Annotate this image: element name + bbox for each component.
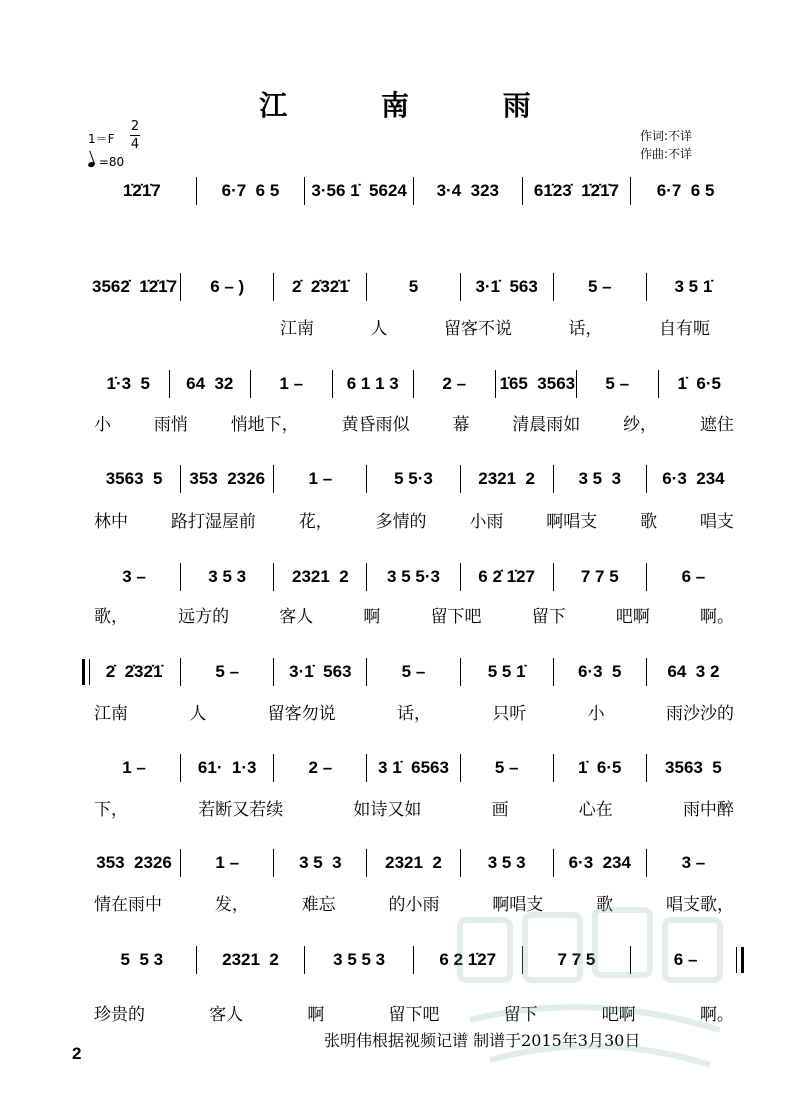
measure: 3·1̇ 563 — [461, 273, 554, 301]
lyric-phrase: 纱， — [623, 414, 658, 435]
lyric-phrase: 客人 — [279, 606, 314, 627]
measure: 5 5·3 — [367, 465, 460, 493]
lyrics-row — [94, 699, 734, 723]
notes-row — [88, 272, 740, 302]
measure: 1̇ 6·5 — [677, 374, 721, 393]
lyric-phrase: 的小雨 — [388, 894, 440, 915]
watermark-logo — [450, 890, 740, 1090]
measure: 6 – — [673, 950, 698, 969]
measure: 64 3 2 — [667, 662, 720, 681]
measure: 2̇ 2̇32̇1̇ — [88, 658, 181, 686]
measure: 6 – ) — [181, 273, 274, 301]
measure: 3562̇ 1̇2̇1̇7 — [88, 273, 181, 301]
lyric-phrase: 留客勿说 — [267, 703, 336, 724]
measure: 2 – — [414, 370, 496, 398]
lyric-phrase: 歌 — [596, 894, 614, 915]
lyric-phrase: 人 — [370, 318, 388, 339]
lyric-phrase: 留下 — [503, 1004, 538, 1025]
measure: 6 – — [681, 567, 706, 586]
measure: 5 – — [461, 754, 554, 782]
lyric-phrase: 人 — [189, 703, 207, 724]
lyric-phrase: 发， — [214, 894, 249, 915]
notes-row — [88, 176, 740, 206]
measure: 6·3 234 — [662, 469, 725, 488]
lyric-phrase: 心在 — [578, 799, 613, 820]
tempo-marking — [88, 155, 124, 169]
measure: 353 2326 — [181, 465, 274, 493]
lyric-phrase: 难忘 — [301, 894, 336, 915]
lyric-phrase: 花， — [298, 511, 333, 532]
measure: 5 – — [577, 370, 659, 398]
time-signature — [130, 118, 140, 153]
time-sig-top: 2 — [130, 119, 140, 134]
lyric-phrase: 路打湿屋前 — [170, 511, 256, 532]
key-signature: 1＝F — [88, 132, 115, 146]
measure: 5 5 3 — [88, 946, 197, 974]
page-number: 2 — [72, 1044, 82, 1063]
lyric-phrase: 下， — [94, 799, 128, 820]
transcription-credit: 张明伟根据视频记谱 制谱于2015年3月30日 — [324, 1031, 641, 1050]
measure: 3·56 1̇ 5624 — [305, 177, 414, 205]
notes-row — [88, 657, 740, 687]
lyrics-row — [94, 602, 734, 626]
lyrics-row — [94, 507, 734, 531]
lyric-phrase: 雨沙沙的 — [665, 703, 734, 724]
lyric-phrase: 小 — [587, 703, 605, 724]
measure: 6·7 6 5 — [656, 181, 715, 200]
lyric-phrase: 客人 — [209, 1004, 244, 1025]
measure: 3 – — [681, 853, 706, 872]
measure: 2321 2 — [274, 563, 367, 591]
measure: 3 5 3 — [554, 465, 647, 493]
measure: 1 – — [181, 849, 274, 877]
measure: 61̇23̇ 1̇2̇1̇7 — [523, 177, 632, 205]
song-title: 江 南 雨 — [259, 89, 573, 122]
measure: 3 5 5 3 — [305, 946, 414, 974]
lyric-phrase: 啊 — [307, 1004, 325, 1025]
measure: 64 32 — [170, 370, 252, 398]
measure: 1 – — [274, 465, 367, 493]
composer: 作曲:不详 — [640, 147, 693, 161]
measure: 7 7 5 — [523, 946, 632, 974]
lyric-phrase: 啊唱支 — [546, 511, 598, 532]
lyric-phrase: 唱支歌， — [665, 894, 734, 915]
measure: 3563 5 — [665, 758, 722, 777]
lyric-phrase: 雨悄 — [153, 414, 188, 435]
measure: 3 5 5·3 — [367, 563, 460, 591]
lyric-phrase: 如诗又如 — [353, 799, 422, 820]
quarter-note-icon — [87, 161, 95, 168]
lyric-phrase: 清晨雨如 — [512, 414, 581, 435]
measure: 1̇ 6·5 — [554, 754, 647, 782]
lyric-phrase: 遮住 — [699, 414, 734, 435]
measure: 3·4 323 — [414, 177, 523, 205]
lyric-phrase: 雨中醉 — [682, 799, 734, 820]
measure: 5 – — [181, 658, 274, 686]
measure: 3563 5 — [88, 465, 181, 493]
lyric-phrase: 话， — [568, 318, 603, 339]
lyric-phrase: 若断又若续 — [198, 799, 284, 820]
measure: 3 5 3 — [274, 849, 367, 877]
lyric-phrase: 留下 — [531, 606, 566, 627]
notes-row — [88, 562, 740, 592]
lyric-phrase: 小雨 — [469, 511, 504, 532]
measure: 5 5 1̇ — [461, 658, 554, 686]
lyric-phrase: 小 — [94, 414, 111, 435]
measure: 7 7 5 — [554, 563, 647, 591]
lyricist: 作词:不详 — [640, 129, 693, 143]
lyric-phrase: 吧啊 — [615, 606, 650, 627]
measure: 3 – — [88, 563, 181, 591]
lyric-phrase: 多情的 — [375, 511, 427, 532]
measure: 2̇ 2̇32̇1̇ — [274, 273, 367, 301]
lyric-phrase: 啊。 — [699, 606, 734, 627]
measure: 6 1 1 3 — [333, 370, 415, 398]
lyric-phrase: 黄昏雨似 — [341, 414, 410, 435]
measure: 1̇65 3563 — [496, 370, 578, 398]
measure: 1̇·3 5 — [88, 370, 170, 398]
lyric-phrase: 歌， — [94, 606, 128, 627]
measure: 6·7 6 5 — [197, 177, 306, 205]
measure: 1 – — [251, 370, 333, 398]
measure: 6 2̇ 1̇27 — [461, 563, 554, 591]
measure: 2321 2 — [461, 465, 554, 493]
measure: 5 – — [367, 658, 460, 686]
measure: 3 5 1̇ — [674, 277, 713, 296]
notes-row — [88, 369, 740, 399]
measure: 3 5 3 — [461, 849, 554, 877]
measure: 3·1̇ 563 — [274, 658, 367, 686]
lyric-phrase: 留客不说 — [444, 318, 512, 339]
measure: 5 – — [554, 273, 647, 301]
measure: 1 – — [88, 754, 181, 782]
time-sig-bottom: 4 — [130, 137, 140, 152]
measure: 2 – — [274, 754, 367, 782]
measure: 2321 2 — [367, 849, 460, 877]
lyric-phrase: 幕 — [452, 414, 470, 435]
measure: 6·3 234 — [554, 849, 647, 877]
lyric-phrase: 远方的 — [178, 606, 230, 627]
notes-row — [88, 753, 740, 783]
lyric-phrase: 画 — [491, 799, 509, 820]
lyrics-row — [94, 795, 734, 819]
lyric-phrase: 珍贵的 — [94, 1004, 145, 1025]
lyric-phrase: 留下吧 — [430, 606, 482, 627]
lyric-phrase: 啊 — [363, 606, 381, 627]
lyrics-row — [280, 314, 710, 338]
notes-row — [88, 848, 740, 878]
lyric-phrase: 话， — [396, 703, 431, 724]
lyric-phrase: 留下吧 — [388, 1004, 440, 1025]
measure: 353 2326 — [88, 849, 181, 877]
lyric-phrase: 啊唱支 — [492, 894, 544, 915]
measure: 6 2 1̇27 — [414, 946, 523, 974]
lyric-phrase: 歌 — [640, 511, 658, 532]
lyric-phrase: 江南 — [280, 318, 314, 339]
tempo-value: =80 — [98, 155, 125, 169]
measure: 3 5 3 — [181, 563, 274, 591]
measure: 2321 2 — [197, 946, 306, 974]
lyric-phrase: 悄地下， — [230, 414, 299, 435]
lyric-phrase: 只听 — [492, 703, 527, 724]
notes-row — [88, 464, 740, 494]
lyric-phrase: 吧啊 — [601, 1004, 636, 1025]
lyric-phrase: 自有呃 — [659, 318, 710, 339]
lyric-phrase: 啊。 — [699, 1004, 734, 1025]
measure: 3 1̇ 6563 — [367, 754, 460, 782]
measure: 1̇2̇1̇7 — [88, 177, 197, 205]
measure: 61· 1·3 — [181, 754, 274, 782]
lyric-phrase: 林中 — [94, 511, 128, 532]
lyric-phrase: 情在雨中 — [94, 894, 162, 915]
lyric-phrase: 江南 — [94, 703, 128, 724]
lyric-phrase: 唱支 — [699, 511, 734, 532]
measure: 6·3 5 — [554, 658, 647, 686]
measure: 5 — [367, 273, 460, 301]
lyrics-row — [94, 410, 734, 434]
